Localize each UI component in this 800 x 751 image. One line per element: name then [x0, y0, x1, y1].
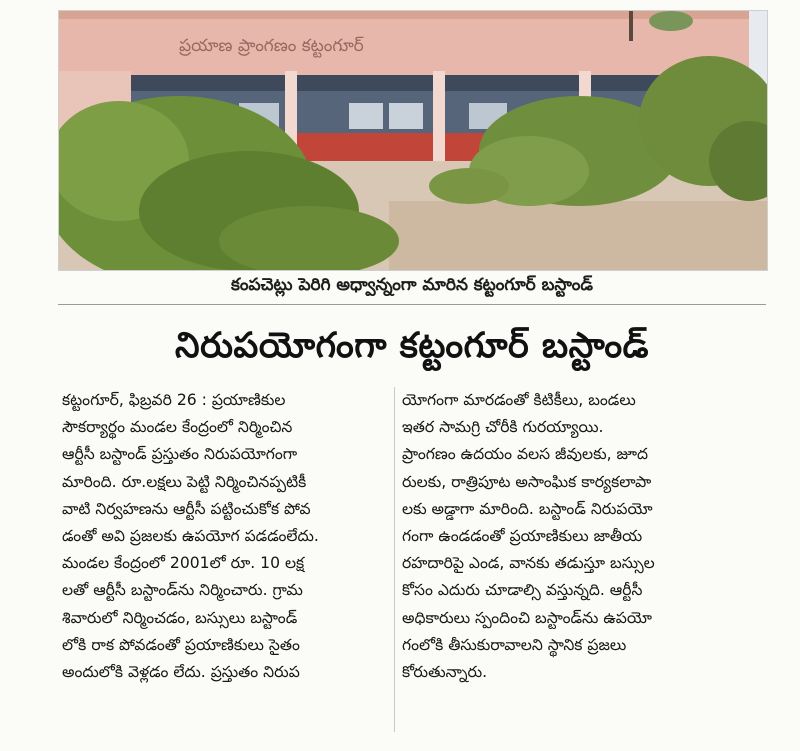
- pillar: [433, 71, 445, 165]
- article-line: శివారులో నిర్మించడం, బస్సులు బస్టాండ్: [62, 608, 298, 627]
- article-line: సౌకర్యార్థం మండల కేంద్రంలో నిర్మించిన: [62, 418, 293, 437]
- article-line: డంతో అవి ప్రజలకు ఉపయోగ పడడంలేదు.: [62, 526, 319, 545]
- article-column-right: [402, 387, 740, 686]
- news-photo: [58, 10, 768, 271]
- article-line: లకు అడ్డాగా మారింది. బస్టాండ్ నిరుపయో: [402, 499, 653, 518]
- article-line: మండల కేంద్రంలో 2001లో రూ. 10 లక్ష: [62, 554, 305, 573]
- article-line: గంగా ఉండడంతో ప్రయాణికులు జాతీయ: [402, 526, 643, 545]
- article-line: మారింది. రూ.లక్షలు పెట్టి నిర్మించినప్పటికీ: [62, 472, 307, 491]
- article-column-left: [62, 387, 400, 686]
- article-line: యోగంగా మారడంతో కిటికీలు, బండలు: [402, 391, 636, 409]
- photo-caption: కంపచెట్లు పెరిగి అధ్వాన్నంగా మారిన కట్టంగూర్ బస్టాండ్: [58, 270, 766, 305]
- article-line: గంలోకి తీసుకురావాలని స్థానిక ప్రజలు: [402, 635, 627, 654]
- article-line: లోకి రాక పోవడంతో ప్రయాణికులు సైతం: [62, 635, 300, 654]
- article-line: కట్టంగూర్, ఫిబ్రవరి 26 : ప్రయాణికుల: [62, 391, 286, 409]
- column-divider: [394, 387, 395, 732]
- article-line: కోరుతున్నారు.: [402, 662, 488, 681]
- article-line: అందులోకి వెళ్లడం లేదు. ప్రస్తుతం నిరుప: [62, 662, 300, 681]
- article-line: లతో ఆర్టీసీ బస్టాండ్‌ను నిర్మించారు. గ్రామ: [62, 581, 303, 600]
- article-line: రులకు, రాత్రిపూట అసాంఘిక కార్యకలాపా: [402, 472, 652, 491]
- building-signage: ప్రయాణ ప్రాంగణం కట్టంగూర్: [179, 36, 364, 56]
- bus-stand-photo-illustration: [59, 11, 767, 270]
- article-line: రహదారిపై ఎండ, వానకు తడుస్తూ బస్సుల: [402, 554, 655, 573]
- article-line: ఇతర సామగ్రి చోరీకి గురయ్యాయి.: [402, 418, 604, 437]
- article-line: ఆర్టీసీ బస్టాండ్ ప్రస్తుతం నిరుపయోగంగా: [62, 445, 298, 464]
- article-headline: నిరుపయోగంగా కట్టంగూర్ బస్టాండ్: [175, 326, 649, 366]
- article-line: ప్రాంగణం ఉదయం వలస జీవులకు, జూద: [402, 445, 649, 464]
- article-line: అధికారులు స్పందించి బస్టాండ్‌ను ఉపయో: [402, 608, 652, 627]
- building-fascia: [59, 15, 749, 75]
- article-line: కోసం ఎదురు చూడాల్సి వస్తున్నది. ఆర్టీసీ: [402, 581, 643, 600]
- article-line: వాటి నిర్వహణను ఆర్టీసీ పట్టించుకోక పోవ: [62, 499, 311, 518]
